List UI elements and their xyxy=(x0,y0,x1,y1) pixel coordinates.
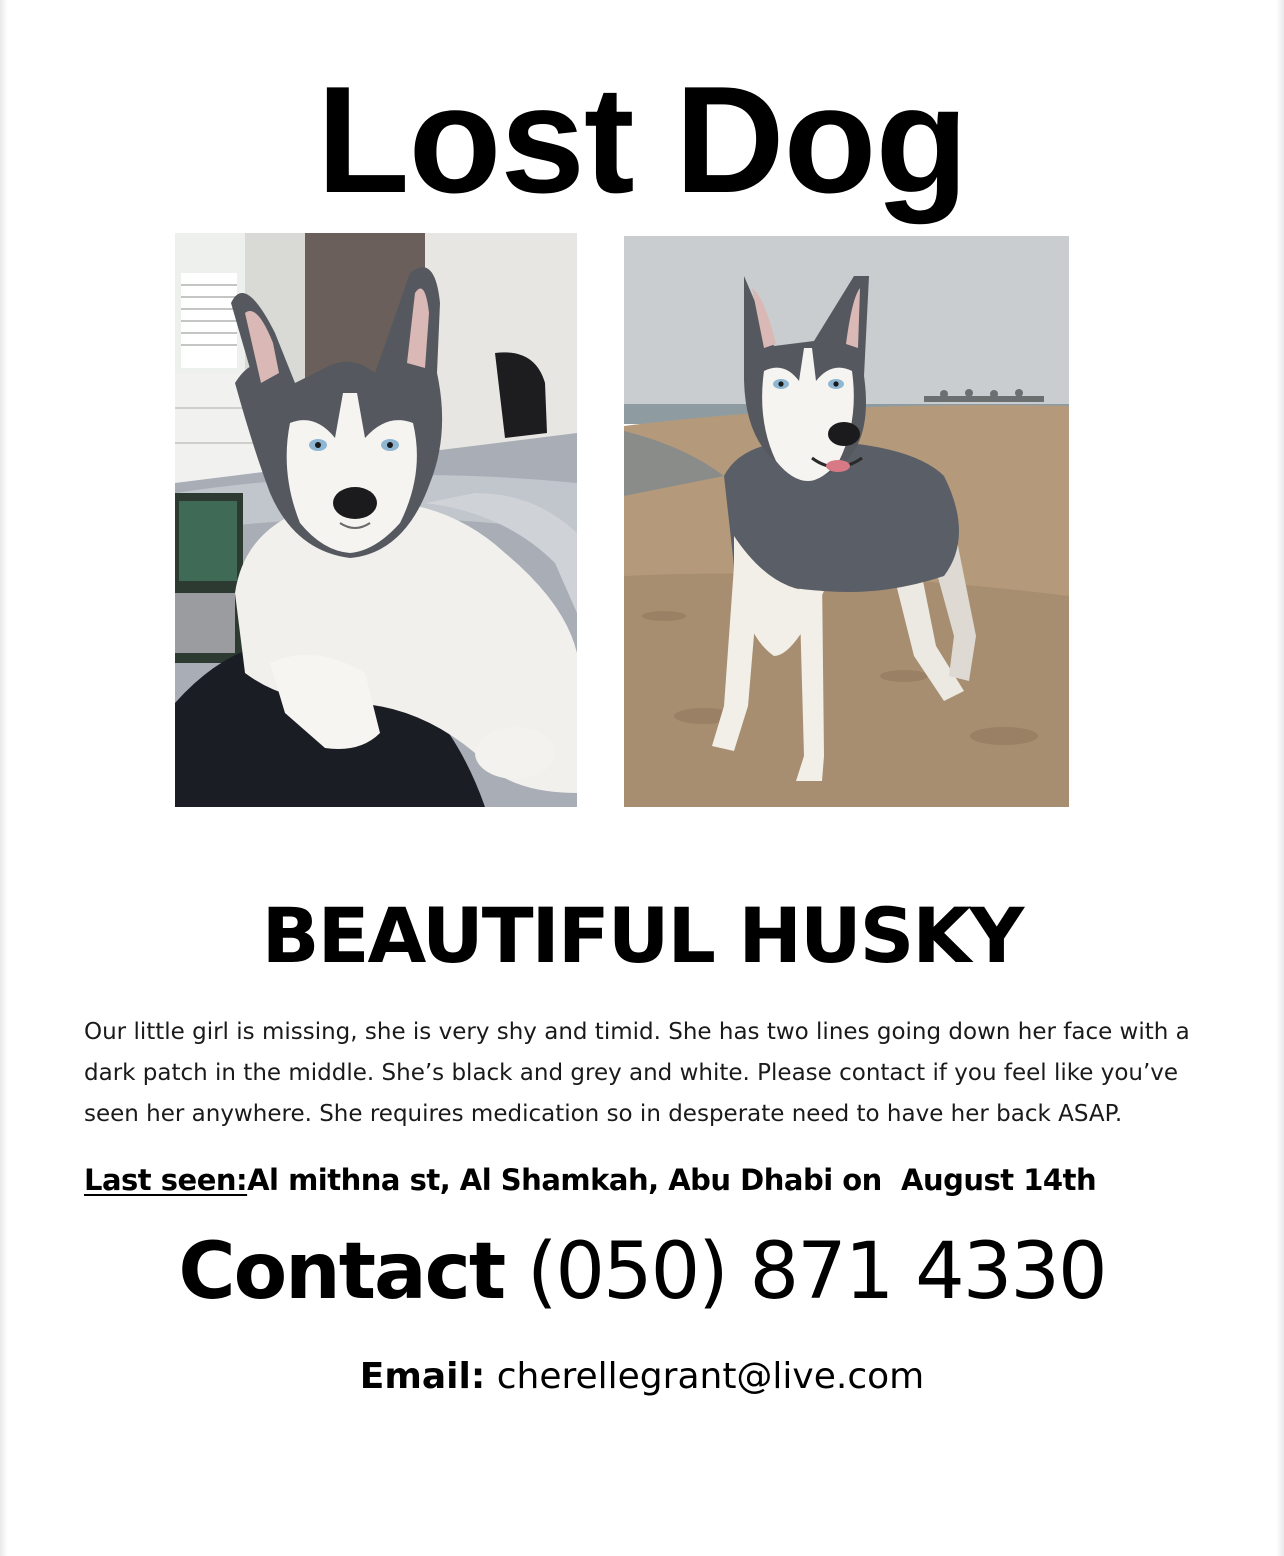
husky-beach-photo xyxy=(624,236,1069,807)
contact-label: Contact xyxy=(178,1227,505,1317)
email-line xyxy=(0,1352,1284,1402)
breed-heading: BEAUTIFUL HUSKY xyxy=(261,891,1023,980)
last-seen-label: Last seen: xyxy=(84,1163,248,1197)
email-address: cherellegrant@live.com xyxy=(496,1356,925,1397)
husky-indoor-photo xyxy=(175,233,577,807)
contact-line xyxy=(0,1222,1284,1322)
last-seen-line xyxy=(84,1156,1234,1204)
page-edge-left xyxy=(0,0,8,1556)
email-label: Email: xyxy=(359,1356,486,1397)
page-edge-right xyxy=(1276,0,1284,1556)
last-seen-location: Al mithna st, Al Shamkah, Abu Dhabi on August 14th xyxy=(247,1163,1097,1197)
contact-phone: (050) 871 4330 xyxy=(526,1227,1106,1317)
dog-description: Our little girl is missing, she is very shy and timid. She has two lines going down her face with a dark patch in the middle. She’s black and grey and white. Please contact if you feel like you’ve seen her anywhere. She requires medication so in desperate need to have her back ASAP. xyxy=(84,1019,1190,1127)
flyer-title: Lost Dog xyxy=(316,55,968,225)
